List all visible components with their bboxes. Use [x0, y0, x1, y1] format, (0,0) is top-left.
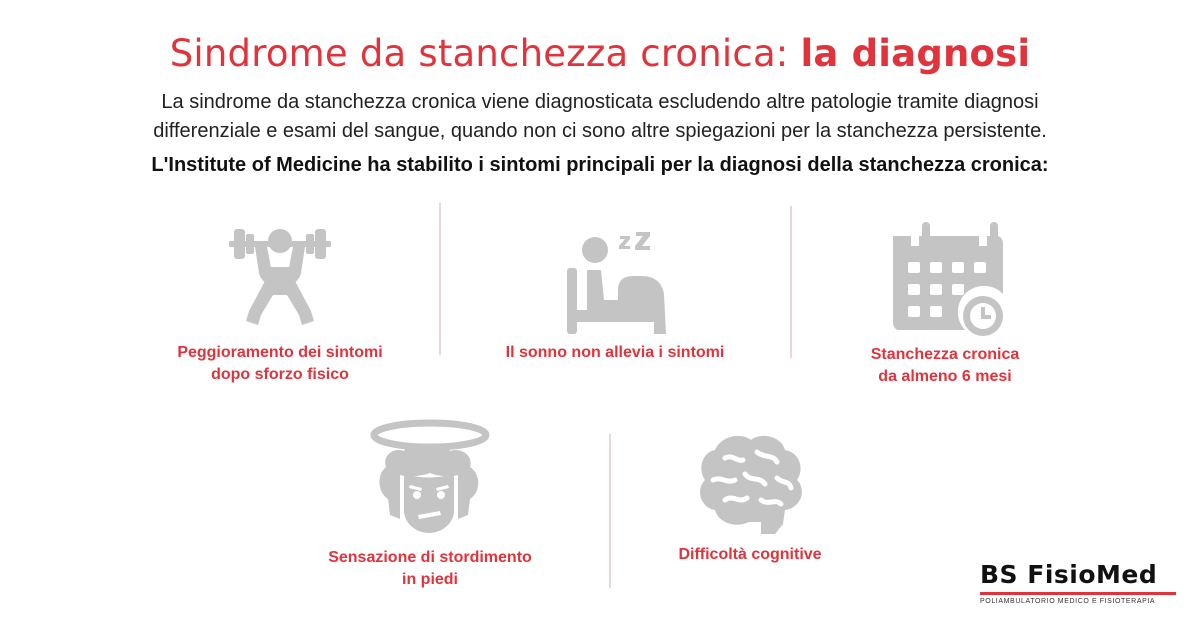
symptom-label: Difficoltà cognitive	[678, 546, 822, 563]
brain-icon	[685, 428, 815, 538]
title-regular: Sindrome da stanchezza cronica:	[169, 32, 801, 75]
divider-3	[609, 434, 611, 588]
intro-paragraph	[60, 88, 1140, 146]
divider-2	[790, 206, 792, 358]
logo-tagline: POLIAMBULATORIO MEDICO E FISIOTERAPIA	[980, 598, 1156, 605]
symptom-item-chronic-fatigue	[820, 218, 1070, 393]
symptom-item-unrefreshing-sleep	[480, 222, 750, 372]
symptom-label: Stanchezza cronica da almeno 6 mesi	[870, 346, 1020, 385]
logo-name: BS FisioMed	[980, 560, 1158, 589]
symptoms-lead: L'Institute of Medicine ha stabilito i sintomi principali per la diagnosi della stanchezza cronica:	[151, 154, 1049, 176]
symptom-label: Peggioramento dei sintomi dopo sforzo fisico	[177, 344, 383, 383]
page-title	[0, 32, 1200, 75]
logo-underline	[980, 592, 1176, 595]
symptom-item-post-exertion	[150, 215, 410, 385]
brand-logo	[980, 560, 1180, 605]
intro-line-2: differenziale e esami del sangue, quando non ci sono altre spiegazioni per la stanchezza persistente.	[153, 120, 1047, 142]
symptom-label: Il sonno non allevia i sintomi	[505, 344, 725, 361]
divider-1	[439, 203, 441, 355]
weightlifter-icon	[215, 215, 345, 330]
intro-line-1: La sindrome da stanchezza cronica viene diagnosticata escludendo altre patologie tramite diagnosi	[161, 91, 1039, 113]
sleeping-person-icon	[550, 222, 680, 342]
dizzy-face-icon	[360, 415, 500, 535]
symptom-item-dizziness	[300, 415, 560, 595]
symptom-item-cognitive	[630, 428, 870, 578]
title-bold: la diagnosi	[800, 32, 1031, 75]
calendar-clock-icon	[880, 218, 1010, 340]
symptom-label: Sensazione di stordimento in piedi	[328, 549, 532, 588]
